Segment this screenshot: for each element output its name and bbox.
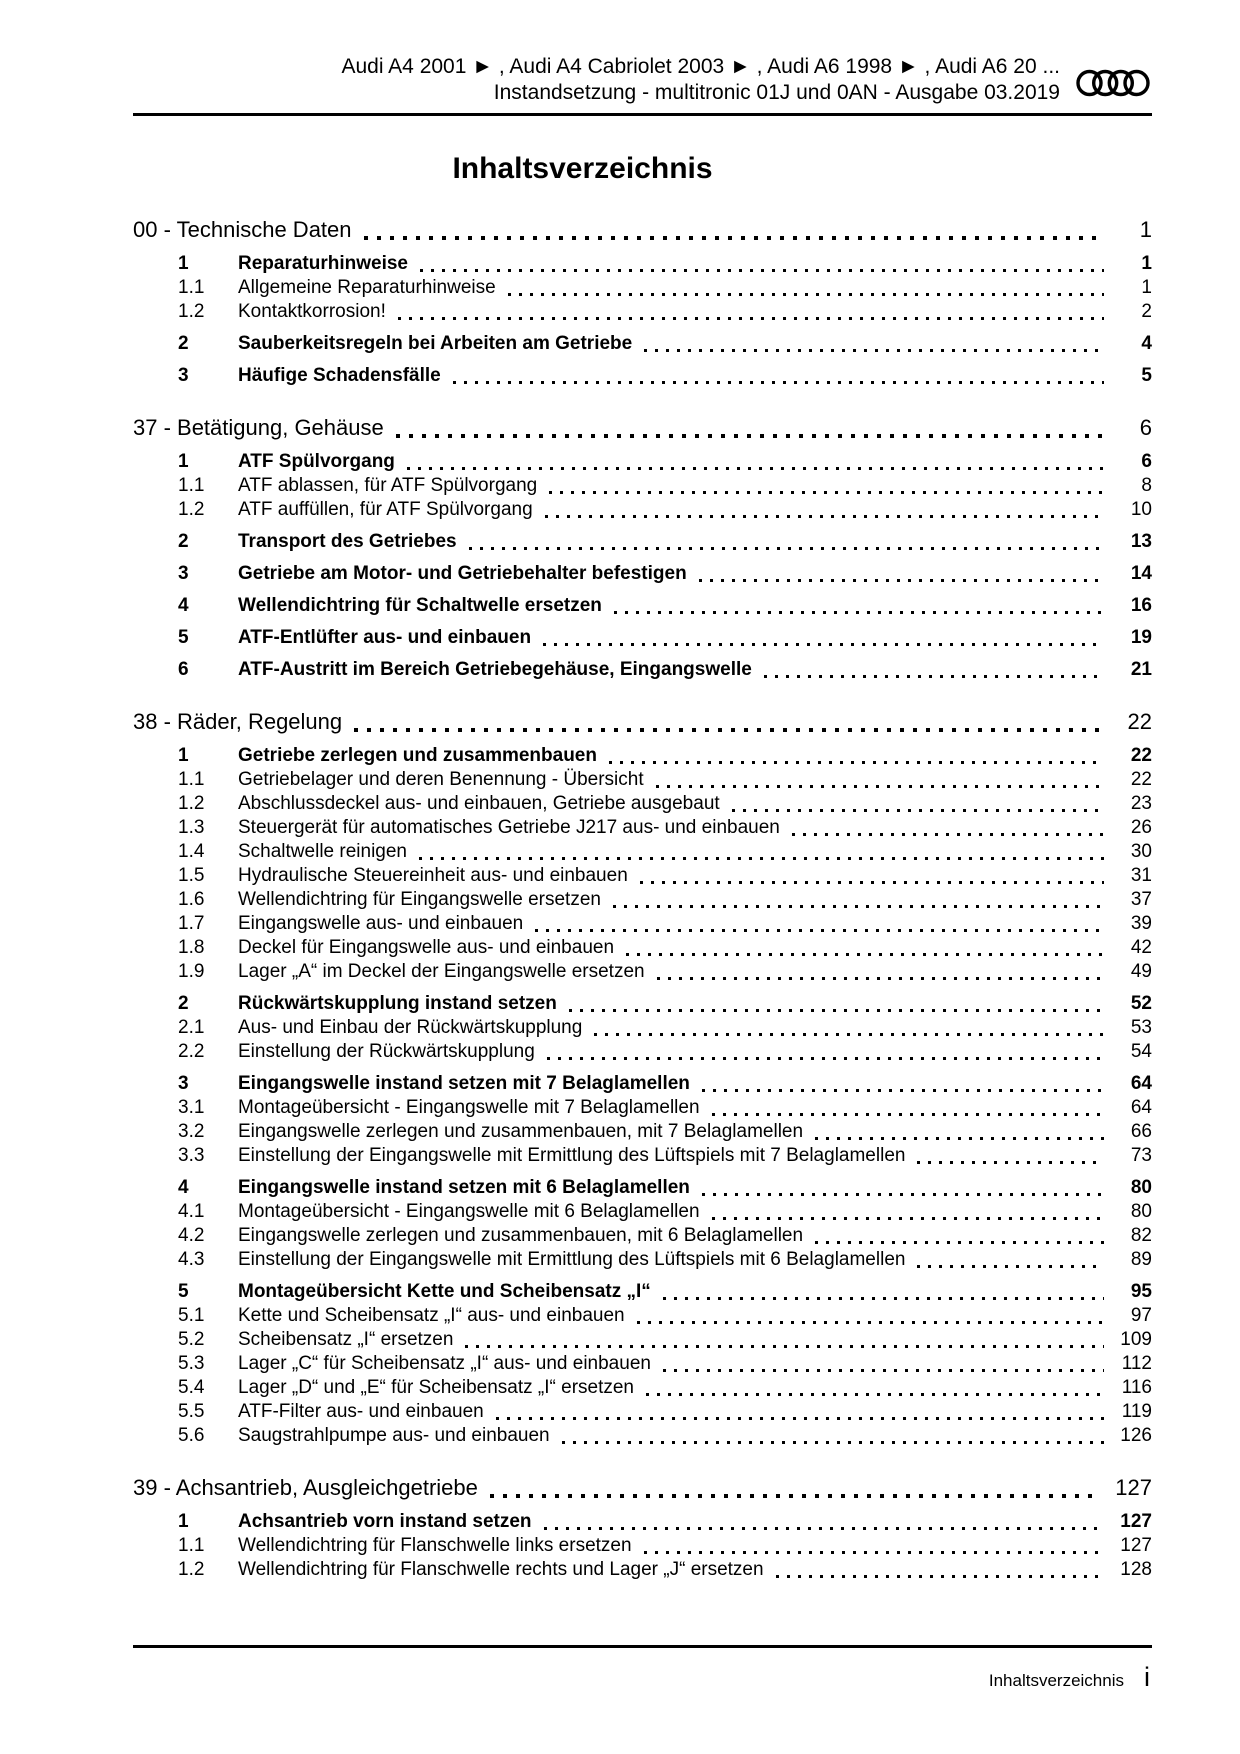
toc [133,216,1152,1582]
dot-leader [398,317,1104,320]
entry-label: Eingangswelle zerlegen und zusammenbauen, mit 6 Belaglamellen [238,1225,804,1246]
entry-page-number: 109 [1120,1329,1152,1350]
dot-leader [496,1417,1104,1420]
chapter-page-number: 6 [1139,415,1152,440]
entry-label: Deckel für Eingangswelle aus- und einbauen [238,937,615,958]
dot-leader [702,1193,1104,1196]
entry-label: Montageübersicht - Eingangswelle mit 6 Belaglamellen [238,1201,700,1222]
audi-rings-icon [1076,68,1150,98]
entry-number: 1.1 [178,769,205,790]
toc-entry-row[interactable] [133,1224,1152,1248]
entry-page-number: 23 [1130,793,1152,814]
entry-page-number: 37 [1130,889,1152,910]
entry-label: Abschlussdeckel aus- und einbauen, Getriebe ausgebaut [238,793,720,814]
entry-number: 5.1 [178,1305,205,1326]
chapter-page-number: 22 [1127,709,1152,734]
entry-number: 3.1 [178,1097,205,1118]
entry-page-number: 13 [1130,531,1152,552]
entry-page-number: 6 [1141,451,1152,472]
entry-number: 5.3 [178,1353,205,1374]
toc-entry-row[interactable] [133,744,1152,768]
entry-number: 2 [178,333,189,354]
entry-label: Lager „C“ für Scheibensatz „I“ aus- und einbauen [238,1353,651,1374]
entry-page-number: 22 [1130,769,1152,790]
entry-page-number: 97 [1130,1305,1152,1326]
entry-page-number: 127 [1120,1535,1152,1556]
toc-entry-row[interactable] [133,300,1152,324]
entry-number: 2.2 [178,1041,205,1062]
entry-page-number: 66 [1130,1121,1152,1142]
toc-section [133,1474,1152,1582]
entry-label: Eingangswelle aus- und einbauen [238,913,524,934]
entry-label: Scheibensatz „I“ ersetzen [238,1329,454,1350]
entry-number: 1.4 [178,841,205,862]
entry-number: 3 [178,1073,189,1094]
toc-entry-row[interactable] [133,252,1152,276]
entry-number: 3 [178,365,189,386]
entry-label: Lager „A“ im Deckel der Eingangswelle ersetzen [238,961,645,982]
chapter-page-number: 1 [1139,217,1152,242]
toc-entry-row[interactable] [133,1510,1152,1534]
entry-label: Einstellung der Eingangswelle mit Ermittlung des Lüftspiels mit 7 Belaglamellen [238,1145,906,1166]
entry-number: 5 [178,627,189,648]
toc-entry-row[interactable] [133,1096,1152,1120]
entry-number: 1 [178,451,189,472]
dot-leader [420,269,1104,272]
dot-leader [490,1494,1101,1498]
entry-label: Rückwärtskupplung instand setzen [238,993,557,1014]
page-header [133,0,1152,116]
entry-number: 1.8 [178,937,205,958]
entry-label: ATF Spülvorgang [238,451,395,472]
toc-entry-row[interactable] [133,1304,1152,1328]
dot-leader [815,1241,1104,1244]
toc-section [133,414,1152,682]
entry-label: Montageübersicht Kette und Scheibensatz „I“ [238,1281,651,1302]
entry-label: Häufige Schadensfälle [238,365,441,386]
entry-number: 5.5 [178,1401,205,1422]
dot-leader [792,833,1104,836]
entry-number: 1.1 [178,475,205,496]
entry-page-number: 39 [1130,913,1152,934]
dot-leader [549,491,1104,494]
dot-leader [613,905,1104,908]
entry-number: 1.9 [178,961,205,982]
entry-page-number: 127 [1120,1511,1152,1532]
entry-page-number: 80 [1130,1201,1152,1222]
dot-leader [419,857,1104,860]
entry-label: Transport des Getriebes [238,531,457,552]
entry-page-number: 49 [1130,961,1152,982]
entry-page-number: 19 [1130,627,1152,648]
entry-label: Eingangswelle instand setzen mit 6 Belaglamellen [238,1177,690,1198]
entry-label: Steuergerät für automatisches Getriebe J217 aus- und einbauen [238,817,780,838]
entry-label: Aus- und Einbau der Rückwärtskupplung [238,1017,583,1038]
toc-entry-row[interactable] [133,1424,1152,1448]
toc-chapter-row[interactable] [133,414,1152,442]
entry-number: 5.6 [178,1425,205,1446]
toc-entry-row[interactable] [133,1376,1152,1400]
dot-leader [508,293,1104,296]
entry-label: Allgemeine Reparaturhinweise [238,277,496,298]
footer-page-number: i [1144,1662,1150,1692]
entry-number: 3 [178,563,189,584]
toc-entry-row[interactable] [133,1558,1152,1582]
entry-label: Achsantrieb vorn instand setzen [238,1511,532,1532]
toc-entry-row[interactable] [133,1352,1152,1376]
toc-chapter-row[interactable] [133,1474,1152,1502]
dot-leader [732,809,1104,812]
entry-number: 1.2 [178,499,205,520]
entry-label: Eingangswelle zerlegen und zusammenbauen, mit 7 Belaglamellen [238,1121,804,1142]
dot-leader [644,349,1104,352]
entry-number: 1.6 [178,889,205,910]
entry-page-number: 16 [1130,595,1152,616]
toc-entry-row[interactable] [133,768,1152,792]
entry-label: Schaltwelle reinigen [238,841,407,862]
entry-page-number: 52 [1130,993,1152,1014]
page-footer [133,1645,1152,1693]
entry-page-number: 112 [1121,1353,1152,1374]
toc-entry-row[interactable] [133,792,1152,816]
entry-number: 1 [178,745,189,766]
entry-page-number: 128 [1120,1559,1152,1580]
toc-entry-row[interactable] [133,816,1152,840]
entry-label: Wellendichtring für Flanschwelle links ersetzen [238,1535,632,1556]
entry-label: Wellendichtring für Eingangswelle ersetzen [238,889,601,910]
entry-label: Kontaktkorrosion! [238,301,386,322]
toc-entry-row[interactable] [133,912,1152,936]
dot-leader [663,1297,1104,1300]
dot-leader [469,547,1104,550]
toc-entry-row[interactable] [133,1248,1152,1272]
entry-page-number: 14 [1130,563,1152,584]
dot-leader [917,1161,1104,1164]
entry-page-number: 42 [1130,937,1152,958]
toc-entry-row[interactable] [133,364,1152,388]
entry-label: Einstellung der Eingangswelle mit Ermittlung des Lüftspiels mit 6 Belaglamellen [238,1249,906,1270]
dot-leader [657,977,1104,980]
dot-leader [712,1113,1104,1116]
entry-label: Lager „D“ und „E“ für Scheibensatz „I“ ersetzen [238,1377,635,1398]
entry-number: 5 [178,1281,189,1302]
dot-leader [626,953,1104,956]
toc-entry-row[interactable] [133,562,1152,586]
entry-page-number: 82 [1130,1225,1152,1246]
dot-leader [547,1057,1104,1060]
dot-leader [594,1033,1104,1036]
dot-leader [614,611,1104,614]
entry-page-number: 5 [1141,365,1152,386]
dot-leader [656,785,1104,788]
entry-page-number: 26 [1130,817,1152,838]
entry-label: Montageübersicht - Eingangswelle mit 7 Belaglamellen [238,1097,700,1118]
entry-page-number: 8 [1141,475,1152,496]
header-line-2: Instandsetzung - multitronic 01J und 0AN - Ausgabe 03.2019 [493,81,1060,104]
toc-entry-row[interactable] [133,658,1152,682]
toc-entry-row[interactable] [133,530,1152,554]
dot-leader [535,929,1104,932]
toc-entry-row[interactable] [133,992,1152,1016]
entry-label: ATF auffüllen, für ATF Spülvorgang [238,499,533,520]
dot-leader [545,515,1104,518]
toc-entry-row[interactable] [133,1144,1152,1168]
entry-page-number: 21 [1130,659,1152,680]
entry-page-number: 116 [1121,1377,1152,1398]
entry-number: 4.1 [178,1201,205,1222]
toc-entry-row[interactable] [133,276,1152,300]
toc-entry-row[interactable] [133,1176,1152,1200]
dot-leader [465,1345,1104,1348]
toc-entry-row[interactable] [133,1200,1152,1224]
chapter-page-number: 127 [1115,1475,1152,1500]
toc-entry-row[interactable] [133,450,1152,474]
entry-page-number: 1 [1141,277,1152,298]
entry-number: 2 [178,993,189,1014]
entry-label: Sauberkeitsregeln bei Arbeiten am Getriebe [238,333,633,354]
dot-leader [702,1089,1104,1092]
dot-leader [815,1137,1104,1140]
entry-number: 1.5 [178,865,205,886]
dot-leader [453,381,1104,384]
entry-number: 1.2 [178,1559,205,1580]
dot-leader [407,467,1104,470]
chapter-label: 37 - Betätigung, Gehäuse [133,415,384,440]
dot-leader [637,1321,1104,1324]
entry-number: 1.1 [178,277,205,298]
entry-page-number: 80 [1130,1177,1152,1198]
entry-number: 2.1 [178,1017,205,1038]
entry-page-number: 1 [1141,253,1152,274]
entry-label: Saugstrahlpumpe aus- und einbauen [238,1425,550,1446]
chapter-label: 38 - Räder, Regelung [133,709,343,734]
dot-leader [699,579,1104,582]
entry-page-number: 54 [1130,1041,1152,1062]
dot-leader [640,881,1104,884]
entry-number: 4.2 [178,1225,205,1246]
entry-number: 1.3 [178,817,205,838]
toc-entry-row[interactable] [133,626,1152,650]
entry-label: Reparaturhinweise [238,253,408,274]
toc-entry-row[interactable] [133,888,1152,912]
dot-leader [646,1393,1104,1396]
entry-number: 1 [178,253,189,274]
entry-label: Eingangswelle instand setzen mit 7 Belaglamellen [238,1073,690,1094]
dot-leader [569,1009,1104,1012]
entry-number: 5.4 [178,1377,205,1398]
chapter-label: 00 - Technische Daten [133,217,352,242]
dot-leader [764,675,1104,678]
entry-number: 3.3 [178,1145,205,1166]
toc-entry-row[interactable] [133,1040,1152,1064]
entry-number: 5.2 [178,1329,205,1350]
dot-leader [544,1527,1104,1530]
entry-number: 1.2 [178,301,205,322]
dot-leader [354,728,1104,732]
toc-entry-row[interactable] [133,332,1152,356]
entry-label: Wellendichtring für Schaltwelle ersetzen [238,595,602,616]
entry-label: ATF-Entlüfter aus- und einbauen [238,627,532,648]
header-rule [133,113,1152,116]
entry-number: 4.3 [178,1249,205,1270]
toc-chapter-row[interactable] [133,708,1152,736]
toc-entry-row[interactable] [133,594,1152,618]
dot-leader [364,236,1104,240]
toc-entry-row[interactable] [133,1120,1152,1144]
toc-section [133,216,1152,388]
entry-page-number: 53 [1130,1017,1152,1038]
entry-page-number: 73 [1130,1145,1152,1166]
entry-page-number: 22 [1130,745,1152,766]
footer-rule [133,1645,1152,1648]
entry-page-number: 30 [1130,841,1152,862]
entry-page-number: 64 [1130,1097,1152,1118]
toc-entry-row[interactable] [133,960,1152,984]
entry-number: 6 [178,659,189,680]
dot-leader [543,643,1104,646]
toc-entry-row[interactable] [133,840,1152,864]
dot-leader [562,1441,1104,1444]
toc-entry-row[interactable] [133,1534,1152,1558]
entry-number: 1.7 [178,913,205,934]
entry-label: Einstellung der Rückwärtskupplung [238,1041,535,1062]
entry-label: Getriebelager und deren Benennung - Übersicht [238,769,644,790]
footer-label: Inhaltsverzeichnis [988,1671,1124,1690]
entry-label: Wellendichtring für Flanschwelle rechts und Lager „J“ ersetzen [238,1559,764,1580]
entry-number: 1.1 [178,1535,205,1556]
entry-number: 1 [178,1511,189,1532]
toc-entry-row[interactable] [133,474,1152,498]
entry-label: Kette und Scheibensatz „I“ aus- und einbauen [238,1305,625,1326]
entry-number: 4 [178,595,189,616]
dot-leader [609,761,1104,764]
entry-page-number: 31 [1130,865,1152,886]
entry-label: Getriebe zerlegen und zusammenbauen [238,745,597,766]
entry-page-number: 95 [1130,1281,1152,1302]
entry-number: 2 [178,531,189,552]
page-title: Inhaltsverzeichnis [452,152,713,185]
entry-number: 1.2 [178,793,205,814]
entry-label: Hydraulische Steuereinheit aus- und einbauen [238,865,628,886]
toc-entry-row[interactable] [133,936,1152,960]
toc-section [133,708,1152,1448]
entry-label: ATF-Filter aus- und einbauen [238,1401,484,1422]
dot-leader [917,1265,1104,1268]
entry-page-number: 2 [1141,301,1152,322]
toc-entry-row[interactable] [133,498,1152,522]
toc-entry-row[interactable] [133,1016,1152,1040]
dot-leader [776,1575,1104,1578]
toc-chapter-row[interactable] [133,216,1152,244]
entry-label: Getriebe am Motor- und Getriebehalter befestigen [238,563,687,584]
entry-page-number: 126 [1120,1425,1152,1446]
entry-page-number: 10 [1130,499,1152,520]
entry-label: ATF ablassen, für ATF Spülvorgang [238,475,538,496]
entry-page-number: 64 [1130,1073,1152,1094]
entry-page-number: 119 [1121,1401,1152,1422]
toc-entry-row[interactable] [133,1072,1152,1096]
dot-leader [712,1217,1104,1220]
toc-entry-row[interactable] [133,864,1152,888]
entry-page-number: 89 [1130,1249,1152,1270]
dot-leader [396,434,1104,438]
dot-leader [644,1551,1104,1554]
entry-label: ATF-Austritt im Bereich Getriebegehäuse, Eingangswelle [238,659,752,680]
entry-number: 4 [178,1177,189,1198]
entry-number: 3.2 [178,1121,205,1142]
toc-entry-row[interactable] [133,1328,1152,1352]
chapter-label: 39 - Achsantrieb, Ausgleichgetriebe [133,1475,478,1500]
header-line-1: Audi A4 2001 ► , Audi A4 Cabriolet 2003 ► , Audi A6 1998 ► , Audi A6 20 ... [341,55,1060,78]
dot-leader [663,1369,1104,1372]
toc-entry-row[interactable] [133,1280,1152,1304]
entry-page-number: 4 [1141,333,1152,354]
toc-entry-row[interactable] [133,1400,1152,1424]
